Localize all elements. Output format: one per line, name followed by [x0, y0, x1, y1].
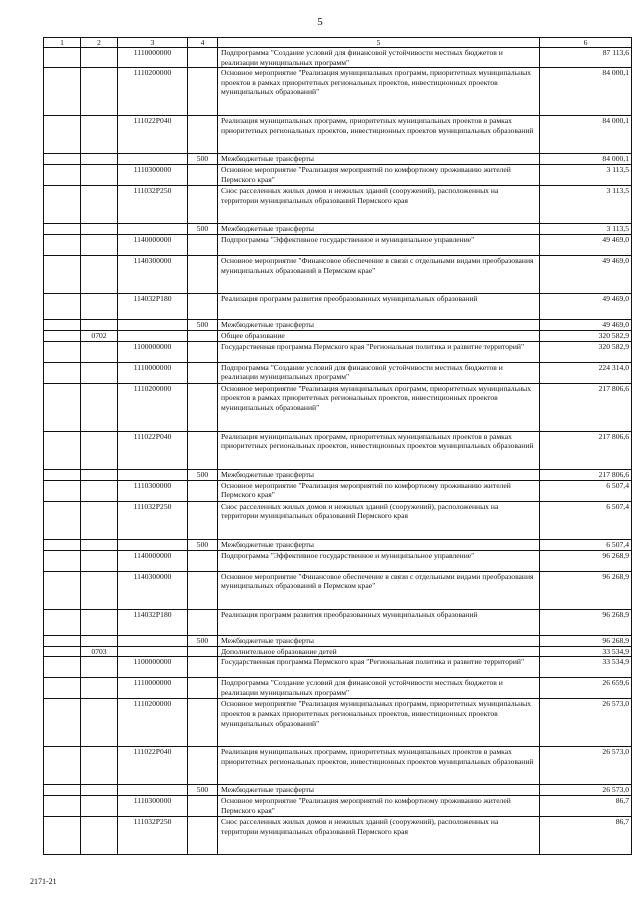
description-cell: Межбюджетные трансферты — [218, 320, 540, 331]
amount-cell: 217 806,6 — [540, 431, 632, 469]
amount-cell: 320 582,9 — [540, 341, 632, 362]
cell-col1 — [44, 678, 81, 699]
cell-col1 — [44, 571, 81, 609]
amount-cell: 33 534,9 — [540, 657, 632, 678]
section-code-cell — [81, 48, 118, 68]
amount-cell: 96 268,9 — [540, 609, 632, 635]
target-code-cell: 111022P040 — [118, 747, 188, 785]
amount-cell: 320 582,9 — [540, 331, 632, 342]
description-cell: Основное мероприятие "Реализация мероприятий по комфортному проживанию жителей Пермского края" — [218, 165, 540, 186]
amount-cell: 224 314,0 — [540, 362, 632, 383]
amount-cell: 3 113,5 — [540, 186, 632, 224]
target-code-cell: 1140000000 — [118, 235, 188, 256]
description-cell: Подпрограмма "Эффективное государственное и муниципальное управление" — [218, 235, 540, 256]
column-header: 1 — [44, 38, 81, 48]
expense-type-cell: 500 — [188, 469, 218, 480]
cell-col1 — [44, 154, 81, 165]
amount-cell: 217 806,6 — [540, 383, 632, 431]
target-code-cell — [118, 154, 188, 165]
amount-cell: 217 806,6 — [540, 469, 632, 480]
table-row — [44, 48, 632, 68]
cell-col1 — [44, 116, 81, 154]
table-row — [44, 224, 632, 235]
cell-col1 — [44, 224, 81, 235]
description-cell: Реализация программ развития преобразованных муниципальных образований — [218, 294, 540, 320]
expense-type-cell: 500 — [188, 224, 218, 235]
column-header: 6 — [540, 38, 632, 48]
amount-cell: 86,7 — [540, 817, 632, 855]
section-code-cell — [81, 294, 118, 320]
table-row — [44, 747, 632, 785]
description-cell: Основное мероприятие "Финансовое обеспечение в связи с отдельными видами преобразования муниципальных образований в Пермском крае" — [218, 256, 540, 294]
table-row — [44, 609, 632, 635]
description-cell: Реализация муниципальных программ, приоритетных муниципальных проектов в рамках приоритетных региональных проектов, инвестиционных проектов муниципальных образований — [218, 431, 540, 469]
description-cell: Основное мероприятие "Реализация муниципальных программ, приоритетных муниципальных проектов в рамках приоритетных региональных проектов, инвестиционных проектов муниципальных образований" — [218, 699, 540, 747]
table-row — [44, 362, 632, 383]
section-code-cell: 0702 — [81, 331, 118, 342]
section-code-cell — [81, 539, 118, 550]
section-code-cell — [81, 609, 118, 635]
amount-cell: 3 113,5 — [540, 224, 632, 235]
description-cell: Межбюджетные трансферты — [218, 539, 540, 550]
cell-col1 — [44, 431, 81, 469]
table-row — [44, 635, 632, 646]
section-code-cell — [81, 431, 118, 469]
description-cell: Межбюджетные трансферты — [218, 785, 540, 796]
description-cell: Реализация муниципальных программ, приоритетных муниципальных проектов в рамках приоритетных региональных проектов, инвестиционных проектов муниципальных образований — [218, 116, 540, 154]
section-code-cell — [81, 154, 118, 165]
cell-col1 — [44, 480, 81, 501]
target-code-cell — [118, 635, 188, 646]
section-code-cell — [81, 635, 118, 646]
cell-col1 — [44, 747, 81, 785]
target-code-cell: 114032P180 — [118, 609, 188, 635]
footer-code: 2171-21 — [30, 877, 57, 886]
expense-type-cell — [188, 383, 218, 431]
amount-cell: 84 000,1 — [540, 68, 632, 116]
expense-type-cell — [188, 48, 218, 68]
cell-col1 — [44, 186, 81, 224]
section-code-cell — [81, 235, 118, 256]
column-header: 3 — [118, 38, 188, 48]
expense-type-cell: 500 — [188, 785, 218, 796]
expense-type-cell — [188, 699, 218, 747]
section-code-cell — [81, 501, 118, 539]
cell-col1 — [44, 539, 81, 550]
section-code-cell — [81, 362, 118, 383]
cell-col1 — [44, 48, 81, 68]
cell-col1 — [44, 165, 81, 186]
amount-cell: 49 469,0 — [540, 294, 632, 320]
section-code-cell — [81, 165, 118, 186]
table-row — [44, 294, 632, 320]
expense-type-cell: 500 — [188, 539, 218, 550]
table-body — [44, 48, 632, 855]
table-row — [44, 646, 632, 657]
cell-col1 — [44, 817, 81, 855]
table-row — [44, 469, 632, 480]
section-code-cell — [81, 383, 118, 431]
description-cell: Основное мероприятие "Реализация муниципальных программ, приоритетных муниципальных проектов в рамках приоритетных региональных проектов, инвестиционных проектов муниципальных образований" — [218, 68, 540, 116]
cell-col1 — [44, 362, 81, 383]
description-cell: Государственная программа Пермского края "Региональная политика и развитие территорий" — [218, 341, 540, 362]
section-code-cell — [81, 469, 118, 480]
description-cell: Основное мероприятие "Реализация мероприятий по комфортному проживанию жителей Пермского края" — [218, 480, 540, 501]
column-header: 2 — [81, 38, 118, 48]
amount-cell: 6 507,4 — [540, 480, 632, 501]
cell-col1 — [44, 646, 81, 657]
section-code-cell: 0703 — [81, 646, 118, 657]
target-code-cell — [118, 331, 188, 342]
table-row — [44, 550, 632, 571]
target-code-cell: 111022P040 — [118, 116, 188, 154]
description-cell: Подпрограмма "Создание условий для финансовой устойчивости местных бюджетов и реализации муниципальных программ" — [218, 678, 540, 699]
table-row — [44, 320, 632, 331]
target-code-cell: 1110000000 — [118, 48, 188, 68]
description-cell: Основное мероприятие "Реализация мероприятий по комфортному проживанию жителей Пермского края" — [218, 796, 540, 817]
table-row — [44, 186, 632, 224]
amount-cell: 96 268,9 — [540, 571, 632, 609]
target-code-cell — [118, 646, 188, 657]
table-row — [44, 678, 632, 699]
target-code-cell: 1110300000 — [118, 796, 188, 817]
table-row — [44, 256, 632, 294]
section-code-cell — [81, 320, 118, 331]
table-row — [44, 699, 632, 747]
expense-type-cell — [188, 341, 218, 362]
table-row — [44, 235, 632, 256]
description-cell: Общее образование — [218, 331, 540, 342]
expense-type-cell — [188, 68, 218, 116]
table-row — [44, 785, 632, 796]
cell-col1 — [44, 699, 81, 747]
table-row — [44, 116, 632, 154]
description-cell: Межбюджетные трансферты — [218, 224, 540, 235]
target-code-cell — [118, 224, 188, 235]
section-code-cell — [81, 68, 118, 116]
expense-type-cell — [188, 678, 218, 699]
description-cell: Государственная программа Пермского края "Региональная политика и развитие территорий" — [218, 657, 540, 678]
section-code-cell — [81, 657, 118, 678]
section-code-cell — [81, 678, 118, 699]
expense-type-cell — [188, 796, 218, 817]
table-row — [44, 657, 632, 678]
cell-col1 — [44, 550, 81, 571]
table-row — [44, 383, 632, 431]
description-cell: Межбюджетные трансферты — [218, 635, 540, 646]
header-row — [44, 38, 632, 48]
target-code-cell: 1100000000 — [118, 341, 188, 362]
expense-type-cell: 500 — [188, 154, 218, 165]
amount-cell: 33 534,9 — [540, 646, 632, 657]
amount-cell: 86,7 — [540, 796, 632, 817]
target-code-cell: 1110200000 — [118, 68, 188, 116]
description-cell: Подпрограмма "Эффективное государственное и муниципальное управление" — [218, 550, 540, 571]
section-code-cell — [81, 186, 118, 224]
expense-type-cell: 500 — [188, 320, 218, 331]
target-code-cell: 1140300000 — [118, 571, 188, 609]
amount-cell: 26 659,6 — [540, 678, 632, 699]
cell-col1 — [44, 383, 81, 431]
table-row — [44, 501, 632, 539]
description-cell: Снос расселенных жилых домов и нежилых зданий (сооружений), расположенных на территории муниципальных образований Пермского края — [218, 186, 540, 224]
amount-cell: 26 573,0 — [540, 785, 632, 796]
expense-type-cell — [188, 256, 218, 294]
amount-cell: 87 113,6 — [540, 48, 632, 68]
amount-cell: 84 000,1 — [540, 154, 632, 165]
expense-type-cell — [188, 550, 218, 571]
table-row — [44, 539, 632, 550]
table-row — [44, 571, 632, 609]
amount-cell: 49 469,0 — [540, 320, 632, 331]
cell-col1 — [44, 785, 81, 796]
target-code-cell — [118, 539, 188, 550]
target-code-cell: 111032P250 — [118, 186, 188, 224]
target-code-cell — [118, 785, 188, 796]
section-code-cell — [81, 699, 118, 747]
expense-type-cell — [188, 165, 218, 186]
expense-type-cell — [188, 817, 218, 855]
description-cell: Реализация муниципальных программ, приоритетных муниципальных проектов в рамках приоритетных региональных проектов, инвестиционных проектов муниципальных образований — [218, 747, 540, 785]
description-cell: Основное мероприятие "Финансовое обеспечение в связи с отдельными видами преобразования муниципальных образований в Пермском крае" — [218, 571, 540, 609]
column-header: 4 — [188, 38, 218, 48]
target-code-cell: 1110200000 — [118, 383, 188, 431]
target-code-cell: 1110200000 — [118, 699, 188, 747]
cell-col1 — [44, 256, 81, 294]
expense-type-cell — [188, 116, 218, 154]
expense-type-cell: 500 — [188, 635, 218, 646]
section-code-cell — [81, 224, 118, 235]
page-number: 5 — [317, 16, 323, 28]
description-cell: Снос расселенных жилых домов и нежилых зданий (сооружений), расположенных на территории муниципальных образований Пермского края — [218, 501, 540, 539]
expense-type-cell — [188, 571, 218, 609]
description-cell: Дополнительное образование детей — [218, 646, 540, 657]
table-row — [44, 154, 632, 165]
table-row — [44, 341, 632, 362]
section-code-cell — [81, 747, 118, 785]
table-row — [44, 796, 632, 817]
expense-type-cell — [188, 609, 218, 635]
amount-cell: 26 573,0 — [540, 699, 632, 747]
cell-col1 — [44, 501, 81, 539]
cell-col1 — [44, 235, 81, 256]
cell-col1 — [44, 331, 81, 342]
description-cell: Межбюджетные трансферты — [218, 154, 540, 165]
table-row — [44, 165, 632, 186]
target-code-cell — [118, 320, 188, 331]
amount-cell: 96 268,9 — [540, 550, 632, 571]
section-code-cell — [81, 550, 118, 571]
expense-type-cell — [188, 294, 218, 320]
section-code-cell — [81, 796, 118, 817]
amount-cell: 84 000,1 — [540, 116, 632, 154]
target-code-cell: 1140300000 — [118, 256, 188, 294]
cell-col1 — [44, 320, 81, 331]
table-row — [44, 431, 632, 469]
expense-type-cell — [188, 186, 218, 224]
expense-type-cell — [188, 480, 218, 501]
expense-type-cell — [188, 657, 218, 678]
description-cell: Реализация программ развития преобразованных муниципальных образований — [218, 609, 540, 635]
target-code-cell: 1110300000 — [118, 480, 188, 501]
budget-table — [43, 37, 632, 855]
column-header: 5 — [218, 38, 540, 48]
target-code-cell: 1110000000 — [118, 678, 188, 699]
amount-cell: 6 507,4 — [540, 539, 632, 550]
expense-type-cell — [188, 331, 218, 342]
table-row — [44, 68, 632, 116]
expense-type-cell — [188, 646, 218, 657]
target-code-cell: 111022P040 — [118, 431, 188, 469]
description-cell: Межбюджетные трансферты — [218, 469, 540, 480]
target-code-cell: 111032P250 — [118, 817, 188, 855]
description-cell: Снос расселенных жилых домов и нежилых зданий (сооружений), расположенных на территории муниципальных образований Пермского края — [218, 817, 540, 855]
cell-col1 — [44, 341, 81, 362]
amount-cell: 6 507,4 — [540, 501, 632, 539]
amount-cell: 96 268,9 — [540, 635, 632, 646]
description-cell: Подпрограмма "Создание условий для финансовой устойчивости местных бюджетов и реализации муниципальных программ" — [218, 362, 540, 383]
expense-type-cell — [188, 362, 218, 383]
expense-type-cell — [188, 235, 218, 256]
target-code-cell: 1100000000 — [118, 657, 188, 678]
description-cell: Подпрограмма "Создание условий для финансовой устойчивости местных бюджетов и реализации муниципальных программ" — [218, 48, 540, 68]
section-code-cell — [81, 480, 118, 501]
description-cell: Основное мероприятие "Реализация муниципальных программ, приоритетных муниципальных проектов в рамках приоритетных региональных проектов, инвестиционных проектов муниципальных образований" — [218, 383, 540, 431]
target-code-cell — [118, 469, 188, 480]
table-row — [44, 480, 632, 501]
cell-col1 — [44, 68, 81, 116]
amount-cell: 3 113,5 — [540, 165, 632, 186]
amount-cell: 26 573,0 — [540, 747, 632, 785]
target-code-cell: 1110300000 — [118, 165, 188, 186]
target-code-cell: 111032P250 — [118, 501, 188, 539]
section-code-cell — [81, 785, 118, 796]
target-code-cell: 1110000000 — [118, 362, 188, 383]
cell-col1 — [44, 294, 81, 320]
amount-cell: 49 469,0 — [540, 256, 632, 294]
section-code-cell — [81, 341, 118, 362]
target-code-cell: 1140000000 — [118, 550, 188, 571]
expense-type-cell — [188, 501, 218, 539]
table-row — [44, 817, 632, 855]
cell-col1 — [44, 469, 81, 480]
target-code-cell: 114032P180 — [118, 294, 188, 320]
section-code-cell — [81, 571, 118, 609]
amount-cell: 49 469,0 — [540, 235, 632, 256]
expense-type-cell — [188, 747, 218, 785]
section-code-cell — [81, 817, 118, 855]
section-code-cell — [81, 256, 118, 294]
cell-col1 — [44, 657, 81, 678]
cell-col1 — [44, 635, 81, 646]
table-row — [44, 331, 632, 342]
cell-col1 — [44, 796, 81, 817]
expense-type-cell — [188, 431, 218, 469]
section-code-cell — [81, 116, 118, 154]
cell-col1 — [44, 609, 81, 635]
